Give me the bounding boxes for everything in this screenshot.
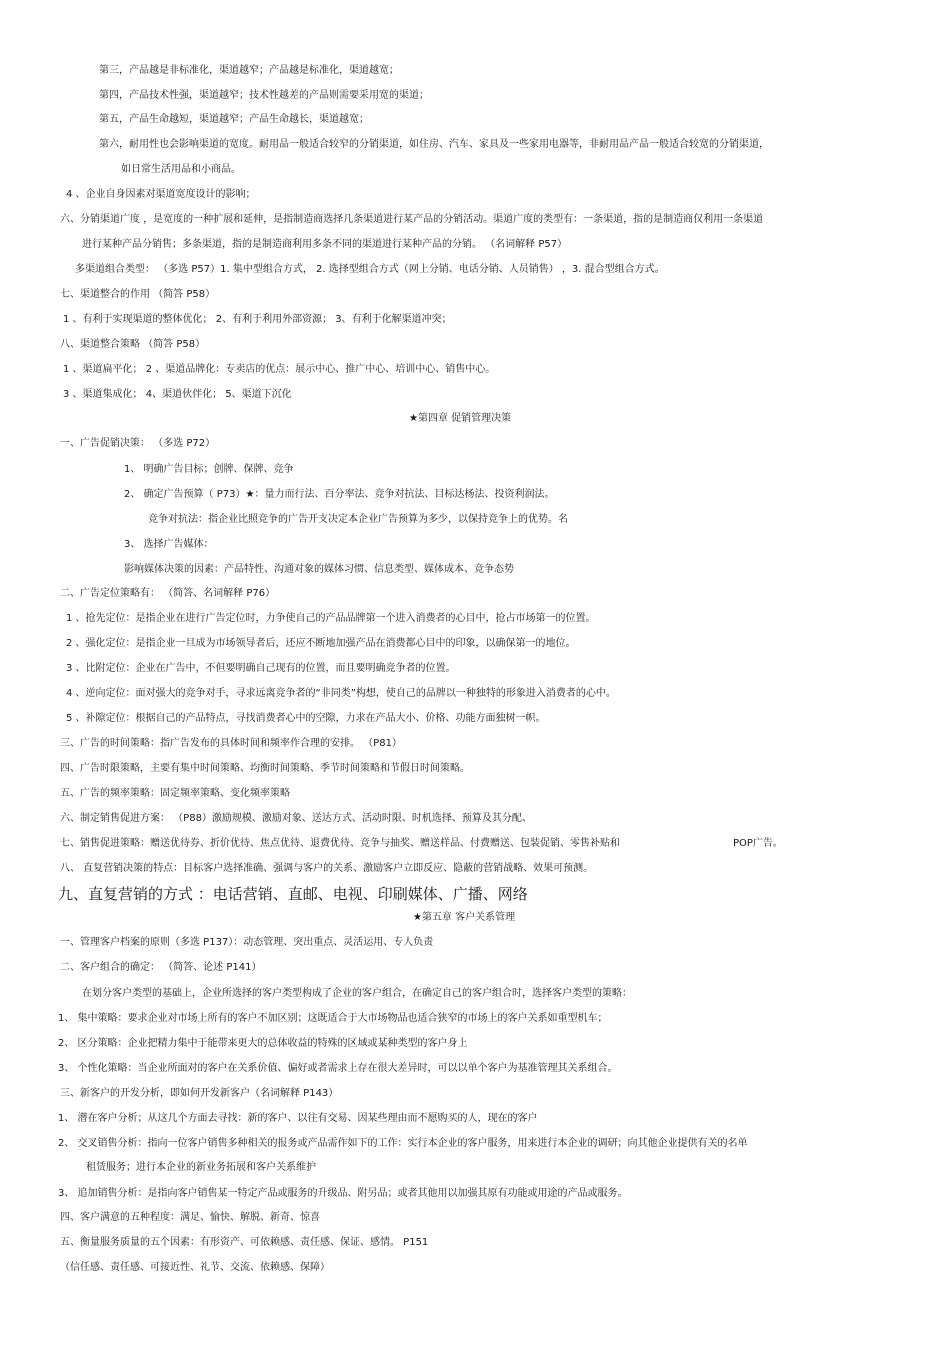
text-line: 1 、有利于实现渠道的整体优化； 2、有利于利用外部资源； 3、有利于化解渠道冲突；: [63, 314, 452, 325]
text-line: 5 、补隙定位：根据自己的产品特点，寻找消费者心中的空隙，力求在产品大小、价格、功能方面独树一帜。: [66, 713, 546, 724]
large-heading: 九、直复营销的方式 ：电话营销、直邮、电视、印刷媒体、广播、网络: [58, 885, 528, 903]
section-heading: 二、广告定位策略有： （简答、名词解释 P76）: [60, 588, 276, 599]
text-line: 2、 确定广告预算（ P73）★：量力而行法、百分率法、竞争对抗法、目标达杨法、投资利润法。: [124, 489, 555, 500]
text-line: 第六，耐用性也会影响渠道的宽度。耐用品一般适合较窄的分销渠道，如住房、汽车、家具及一些家用电器等，非耐用品产品一般适合较宽的分销渠道，: [99, 139, 769, 150]
text-line: 1 、抢先定位：是指企业在进行广告定位时，力争使自己的产品品牌第一个进入消费者的心目中，抢占市场第一的位置。: [66, 613, 596, 624]
text-line: 第四，产品技术性强，渠道越窄；技术性越差的产品则需要采用宽的渠道；: [99, 90, 429, 101]
text-line: 3 、渠道集成化； 4、渠道伙伴化； 5、渠道下沉化: [63, 389, 292, 400]
text-line: （信任感、责任感、可接近性、礼节、交流、依赖感、保障）: [60, 1262, 330, 1273]
text-line: 4 、逆向定位：面对强大的竞争对手，寻求远离竞争者的“非同类”构想，使自己的品牌以一种独特的形象进入消费者的心中。: [66, 688, 616, 699]
section-heading: 五、广告的频率策略：固定频率策略、变化频率策略: [60, 788, 290, 799]
text-line: 2、 交叉销售分析：指向一位客户销售多种相关的报务或产品需作如下的工作：实行本企业的客户服务，用来进行本企业的调研；向其他企业提供有关的名单: [58, 1138, 748, 1149]
text-fragment: POP广告。: [733, 838, 783, 849]
text-line: 2 、强化定位：是指企业一旦成为市场领导者后，还应不断地加强产品在消费都心目中的印象，以确保第一的地位。: [66, 638, 576, 649]
section-heading: 七、销售促进策略：赠送优待券、折价优待、焦点优待、退费优待、竞争与抽奖、赠送样品、付费赠送、包装促销、零售补贴和: [60, 838, 620, 849]
section-heading: 七、渠道整合的作用 （简答 P58）: [60, 289, 216, 300]
text-line: 1 、渠道扁平化； 2 、渠道品牌化：专卖店的优点：展示中心、推广中心、培训中心、销售中心。: [63, 364, 496, 375]
text-line: 如日常生活用品和小商品。: [121, 164, 241, 175]
section-heading: 四、客户满意的五种程度：满足、愉快、解脱、新奇、惊喜: [60, 1212, 320, 1223]
section-heading: 三、新客户的开发分析，即如何开发新客户（名词解释 P143）: [60, 1088, 339, 1099]
section-heading: 四、广告时限策略，主要有集中时间策略、均衡时间策略、季节时间策略和节假日时间策略。: [60, 763, 470, 774]
section-heading: 八、渠道整合策略 （简答 P58）: [60, 339, 206, 350]
text-line: 2、 区分策略：企业把精力集中于能带来更大的总体收益的特殊的区域或某种类型的客户身上: [58, 1038, 468, 1049]
section-heading: 二、客户组合的确定： （简答、论述 P141）: [60, 962, 262, 973]
text-line: 进行某种产品分销售；多条渠道，指的是制造商利用多条不同的渠道进行某种产品的分销。 （名词解释 P57）: [82, 239, 568, 250]
text-line: 3、 选择广告媒体：: [124, 539, 214, 550]
text-line: 六、分销渠道广度 ，是宽度的一种扩展和延伸，是指制造商选择几条渠道进行某产品的分销活动。渠道广度的类型有：一条渠道，指的是制造商仅利用一条渠道: [60, 214, 764, 225]
text-line: 多渠道组合类型： （多选 P57）1. 集中型组合方式， 2. 选择型组合方式（网上分销、电话分销、人员销售） ，3. 混合型组合方式。: [75, 264, 665, 275]
text-line: 在划分客户类型的基础上，企业所选择的客户类型构成了企业的客户组合，在确定自己的客户组合时，选择客户类型的策略：: [82, 988, 632, 999]
section-heading: 一、广告促销决策： （多选 P72）: [60, 438, 216, 449]
section-heading: 三、广告的时间策略：指广告发布的具体时间和频率作合理的安排。 （P81）: [60, 738, 402, 749]
section-heading: 六、制定销售促进方案： （P88）激励规模、激励对象、送达方式、活动时限、时机选择、预算及其分配、: [60, 813, 532, 824]
text-line: 3、 个性化策略：当企业所面对的客户在关系价值、偏好或者需求上存在很大差异时，可以以单个客户为基准管理其关系组合。: [58, 1063, 618, 1074]
section-heading: 五、衡量服务质量的五个因素：有形资产、可依赖感、责任感、保证、感情。 P151: [60, 1237, 429, 1248]
text-line: 3 、比附定位：企业在广告中，不但要明确自己现有的位置，而且要明确竞争者的位置。: [66, 663, 456, 674]
text-line: 3、 追加销售分析：是指向客户销售某一特定产品或服务的升级品、附另品；或者其他用以加强其原有功能或用途的产品或服务。: [58, 1188, 628, 1199]
chapter-heading: ★第四章 促销管理决策: [409, 413, 512, 424]
text-line: 竞争对抗法：指企业比照竞争的广告开支决定本企业广告预算为多少，以保持竞争上的优势。名: [148, 514, 568, 525]
text-line: 第五，产品生命越短，渠道越窄；产品生命越长，渠道越宽；: [99, 114, 369, 125]
chapter-heading: ★第五章 客户关系管理: [413, 912, 516, 923]
section-heading: 一、管理客户档案的原则（多选 P137）：动态管理、突出重点、灵活运用、专人负责: [60, 937, 434, 948]
section-heading: 八、 直复营销决策的特点：目标客户选择准确、强调与客户的关系、激励客户立即反应、隐蔽的营销战略、效果可预测。: [60, 863, 594, 874]
text-line: 第三，产品越是非标准化，渠道越窄；产品越是标准化，渠道越宽；: [99, 65, 399, 76]
text-line: 4 、企业自身因素对渠道宽度设计的影响；: [66, 189, 256, 200]
text-line: 1、 明确广告目标；创牌、保牌、竞争: [124, 464, 294, 475]
text-line: 1、 集中策略：要求企业对市场上所有的客户不加区别；这既适合于大市场物品也适合狭窄的市场上的客户关系如重型机车；: [58, 1013, 608, 1024]
text-line: 1、 潜在客户分析；从这几个方面去寻找：新的客户、以往有交易、因某些理由而不愿购买的人，现在的客户: [58, 1113, 538, 1124]
text-line: 租赁服务；进行本企业的新业务拓展和客户关系维护: [86, 1162, 316, 1173]
text-line: 影响媒体决策的因素：产品特性、沟通对象的媒体习惯、信息类型、媒体成本、竞争态势: [124, 564, 514, 575]
